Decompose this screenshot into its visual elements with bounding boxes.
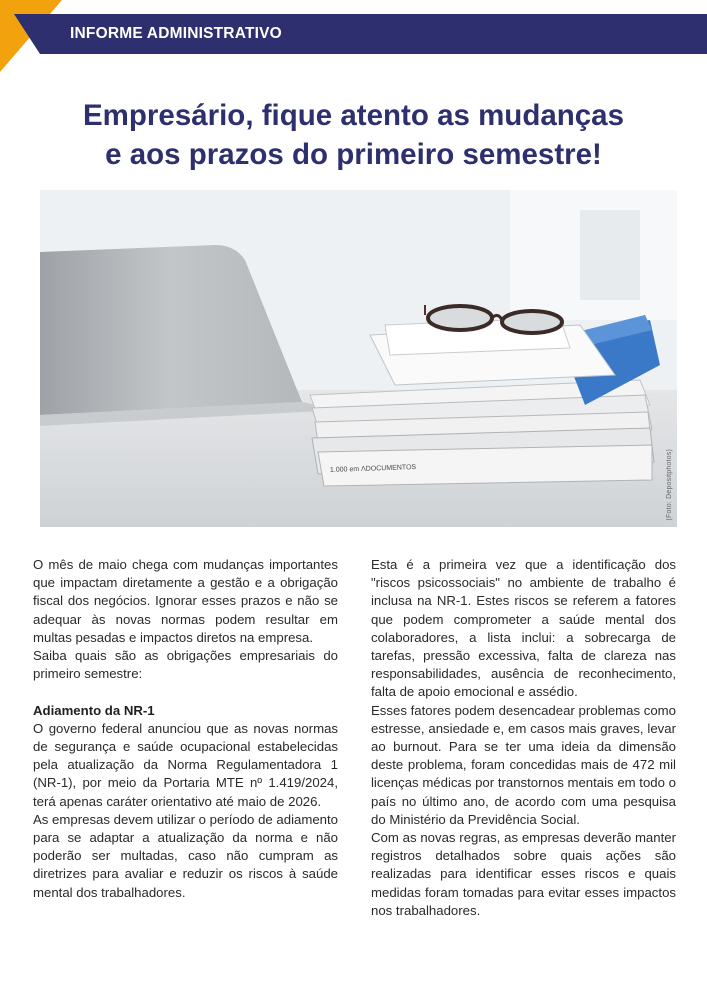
photo-illustration [40,190,677,527]
right-column [371,556,676,920]
title-line-2: e aos prazos do primeiro semestre! [105,138,602,171]
svg-text:1.000 em ΛDOCUMENTOS: 1.000 em ΛDOCUMENTOS [329,463,417,474]
left-column [33,556,338,920]
article-photo [40,190,677,527]
paragraph-adiamento: As empresas devem utilizar o período de adiamento para se adaptar a atualização da norma e não poderão ser multadas, caso não cumpram as diretrizes para avaliar e reduzir os riscos à saúde mental dos trabalhadores. [33,811,338,900]
spacer [33,683,338,701]
article-body [33,556,676,920]
section-header-bar [40,14,707,54]
photo-credit: (Foto: Depositphotos) [666,449,673,521]
intro-paragraph: O mês de maio chega com mudanças importantes que impactam diretamente a gestão e a obrigação fiscal dos negócios. Ignorar esses prazos e não se adequar às novas normas podem resultar em multas pesadas e impactos diretos na empresa. [33,557,338,645]
section-subheading: Adiamento da NR-1 [33,702,155,718]
title-line-1: Empresário, fique atento as mudanças [83,99,624,132]
section-label: INFORME ADMINISTRATIVO [70,25,282,42]
paragraph-nr1: O governo federal anunciou que as novas normas de segurança e saúde ocupacional estabelecidas pela atualização da Norma Regulamentadora 1 (NR-1), por meio da Portaria MTE nº 1.419/2024, terá apenas caráter orientativo até maio de 2026. [33,720,338,809]
page-title [20,96,687,174]
paragraph-riscos: Esta é a primeira vez que a identificação dos "riscos psicossociais" no ambiente de trabalho é inclusa na NR-1. Estes riscos se referem a fatores que podem comprometer a saúde mental dos colaboradores, a lista inclui: a sobrecarga de tarefas, pressão excessiva, falta de clareza nas responsabilidades, ausência de reconhecimento, falta de apoio emocional e assédio. [371,557,676,700]
paragraph-fatores: Esses fatores podem desencadear problemas como estresse, ansiedade e, em casos mais graves, levar ao burnout. Para se ter uma ideia da dimensão deste problema, foram concedidas mais de 472 mil licenças médicas por transtornos mentais em todo o país no último ano, de acordo com uma pesquisa do Ministério da Previdência Social. [371,702,676,827]
intro-paragraph-2: Saiba quais são as obrigações empresariais do primeiro semestre: [33,648,338,682]
paragraph-regras: Com as novas regras, as empresas deverão manter registros detalhados sobre quais ações são realizadas para identificar esses riscos e quais medidas foram tomadas para evitar esses impactos nos trabalhadores. [371,830,676,918]
